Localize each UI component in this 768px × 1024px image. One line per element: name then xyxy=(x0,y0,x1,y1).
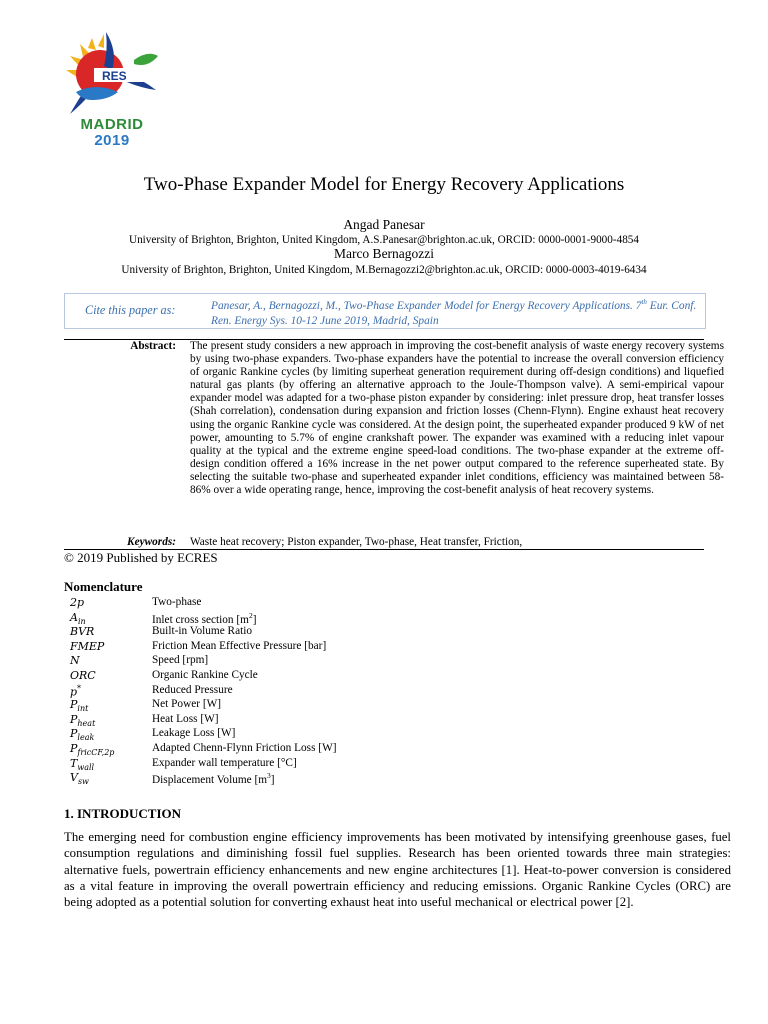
symbol-base: BVR xyxy=(70,625,95,639)
definition-end: ] xyxy=(270,773,275,786)
symbol-subscript: in xyxy=(77,616,86,626)
paper-title: Two-Phase Expander Model for Energy Recovery Applications xyxy=(143,174,625,195)
cite-label: Cite this paper as: xyxy=(85,303,176,317)
symbol-subscript: fricCF,2p xyxy=(77,748,115,758)
keywords-label: Keywords: xyxy=(127,536,176,548)
symbol-base: P xyxy=(70,698,78,712)
symbol-subscript: int xyxy=(77,704,89,714)
definition-text: Net Power [W] xyxy=(152,698,222,711)
nomenclature-definition xyxy=(152,640,326,652)
nomenclature-definition xyxy=(152,669,258,681)
symbol-base: P xyxy=(70,712,78,726)
definition-text: Inlet cross section [m xyxy=(152,613,249,626)
nomenclature-symbol xyxy=(70,669,96,682)
published-line: © 2019 Published by ECRES xyxy=(64,550,218,565)
nomenclature-symbol xyxy=(70,684,81,699)
author-name: Angad Panesar xyxy=(343,217,425,232)
nomenclature-definition xyxy=(152,611,256,626)
author-affiliation: University of Brighton, Brighton, United Kingdom, A.S.Panesar@brighton.ac.uk, ORCID: 0000-0001-9000-4854 xyxy=(129,234,639,246)
nomenclature-definition xyxy=(152,698,221,710)
author-name: Marco Bernagozzi xyxy=(333,246,435,261)
definition-end: ] xyxy=(252,613,257,626)
cite-text-part: Eur. Conf. Ren. Energy Sys. 10-12 June 2019, Madrid, Spain xyxy=(211,299,697,327)
nomenclature-symbol xyxy=(70,611,86,626)
nomenclature-definition xyxy=(152,684,233,696)
nomenclature-symbol xyxy=(70,698,88,713)
definition-text: Leakage Loss [W] xyxy=(152,727,236,740)
cite-ordinal: th xyxy=(641,298,647,306)
symbol-base: A xyxy=(70,610,78,624)
keywords-text: Waste heat recovery; Piston expander, Two-phase, Heat transfer, Friction, xyxy=(190,536,523,548)
logo-year: 2019 xyxy=(94,132,130,149)
definition-text: Built-in Volume Ratio xyxy=(152,625,253,638)
definition-text: Expander wall temperature [°C] xyxy=(152,756,297,769)
symbol-base: FMEP xyxy=(70,639,105,653)
symbol-base: V xyxy=(70,771,78,785)
nomenclature-symbol xyxy=(70,625,94,638)
definition-text: Speed [rpm] xyxy=(152,654,209,667)
nomenclature-symbol xyxy=(70,771,89,786)
symbol-base: 2p xyxy=(70,596,85,609)
nomenclature-definition xyxy=(152,596,201,608)
nomenclature-definition xyxy=(152,727,235,739)
symbol-base: p xyxy=(70,685,78,699)
nomenclature-definition xyxy=(152,771,275,786)
ecres-logo-icon xyxy=(62,30,162,120)
section-heading: 1. INTRODUCTION xyxy=(64,806,182,821)
symbol-base: N xyxy=(70,654,80,668)
cite-text xyxy=(211,295,697,329)
definition-text: Displacement Volume [m xyxy=(152,773,268,786)
nomenclature-definition xyxy=(152,654,208,666)
definition-text: Friction Mean Effective Pressure [bar] xyxy=(152,639,327,652)
cite-text-part: Panesar, A., Bernagozzi, M., Two-Phase Expander Model for Energy Recovery Applications. 7 xyxy=(211,299,642,312)
logo-city: MADRID xyxy=(80,116,144,133)
definition-text: Organic Rankine Cycle xyxy=(152,669,258,681)
nomenclature-definition xyxy=(152,742,337,754)
nomenclature-symbol xyxy=(70,640,104,653)
symbol-base: P xyxy=(70,727,78,741)
definition-text: Reduced Pressure xyxy=(152,683,233,696)
definition-superscript: 2 xyxy=(248,610,253,620)
definition-superscript: 3 xyxy=(267,771,271,781)
symbol-subscript: leak xyxy=(77,733,95,743)
symbol-superscript: * xyxy=(77,683,82,693)
nomenclature-definition xyxy=(152,625,252,637)
abstract-text: The present study considers a new approach in improving the cost-benefit analysis of waste energy recovery systems by using two-phase expanders. Two-phase expanders have the potential to increase the overall conversion efficiency of organic Rankine cycles (by limiting superheat generation requirement during off-design conditions) and liquefied natural gas plants (by offering an alternative approach to the Joule-Thompson valve). A semi-empirical vapour expander model was adapted for a two-phase piston expander by considering: inlet pressure drop, heat transfer losses (Shah correlation), condensation during expansion and friction losses (Chenn-Flynn). Engine exhaust heat recovery using the organic Rankine cycle was considered. At the design point, the superheated expander produced 9 kW of net power, amounting to 5.7% of engine crankshaft power. The expander was examined with a reducing inlet vapour quality at the typical and the extreme engine speed-load conditions. The two-phase expander at the extreme off-design condition offered a 16% increase in the net power output compared to the reference superheated state. By selecting the suitable two-phase and superheated expander inlet conditions, efficiency was maintained between 58-86% over a wide operating range, hence, improving the cost-benefit analysis of heat recovery systems. xyxy=(190,340,724,497)
symbol-base: P xyxy=(70,742,78,755)
author-affiliation: University of Brighton, Brighton, United Kingdom, M.Bernagozzi2@brighton.ac.uk, ORCID: 0000-0003-4019-6434 xyxy=(121,264,647,276)
nomenclature-title: Nomenclature xyxy=(64,579,143,594)
symbol-subscript: wall xyxy=(77,762,95,772)
nomenclature-definition xyxy=(152,713,219,725)
logo-res-text: RES xyxy=(102,69,127,83)
symbol-base: ORC xyxy=(70,669,96,682)
nomenclature-symbol xyxy=(70,757,94,772)
symbol-base: T xyxy=(70,756,78,770)
nomenclature-symbol xyxy=(70,727,94,742)
nomenclature-symbol xyxy=(70,742,114,757)
cite-box xyxy=(64,293,706,329)
symbol-subscript: heat xyxy=(77,718,96,728)
nomenclature-symbol xyxy=(70,713,95,728)
symbol-subscript: sw xyxy=(77,777,89,787)
introduction-text: The emerging need for combustion engine efficiency improvements has been motivated by intensifying greenhouse gases, fuel consumption regulations and diminishing fossil fuel supplies. Research has been oriented towards three main strategies: alternative fuels, powertrain efficiency enhancements and new engine architectures [1]. Heat-to-power conversion is considered as a vital feature in improving the overall powertrain efficiency and reducing emissions. Organic Rankine Cycles (ORC) are being adopted as a potential solution for converting exhaust heat into useful mechanical or electrical power [2]. xyxy=(64,830,731,910)
definition-text: Two-phase xyxy=(152,596,202,608)
definition-text: Adapted Chenn-Flynn Friction Loss [W] xyxy=(152,742,337,754)
nomenclature-symbol xyxy=(70,596,84,609)
nomenclature-symbol xyxy=(70,654,80,667)
abstract-label: Abstract: xyxy=(130,340,176,352)
definition-text: Heat Loss [W] xyxy=(152,712,219,725)
nomenclature-definition xyxy=(152,757,297,769)
